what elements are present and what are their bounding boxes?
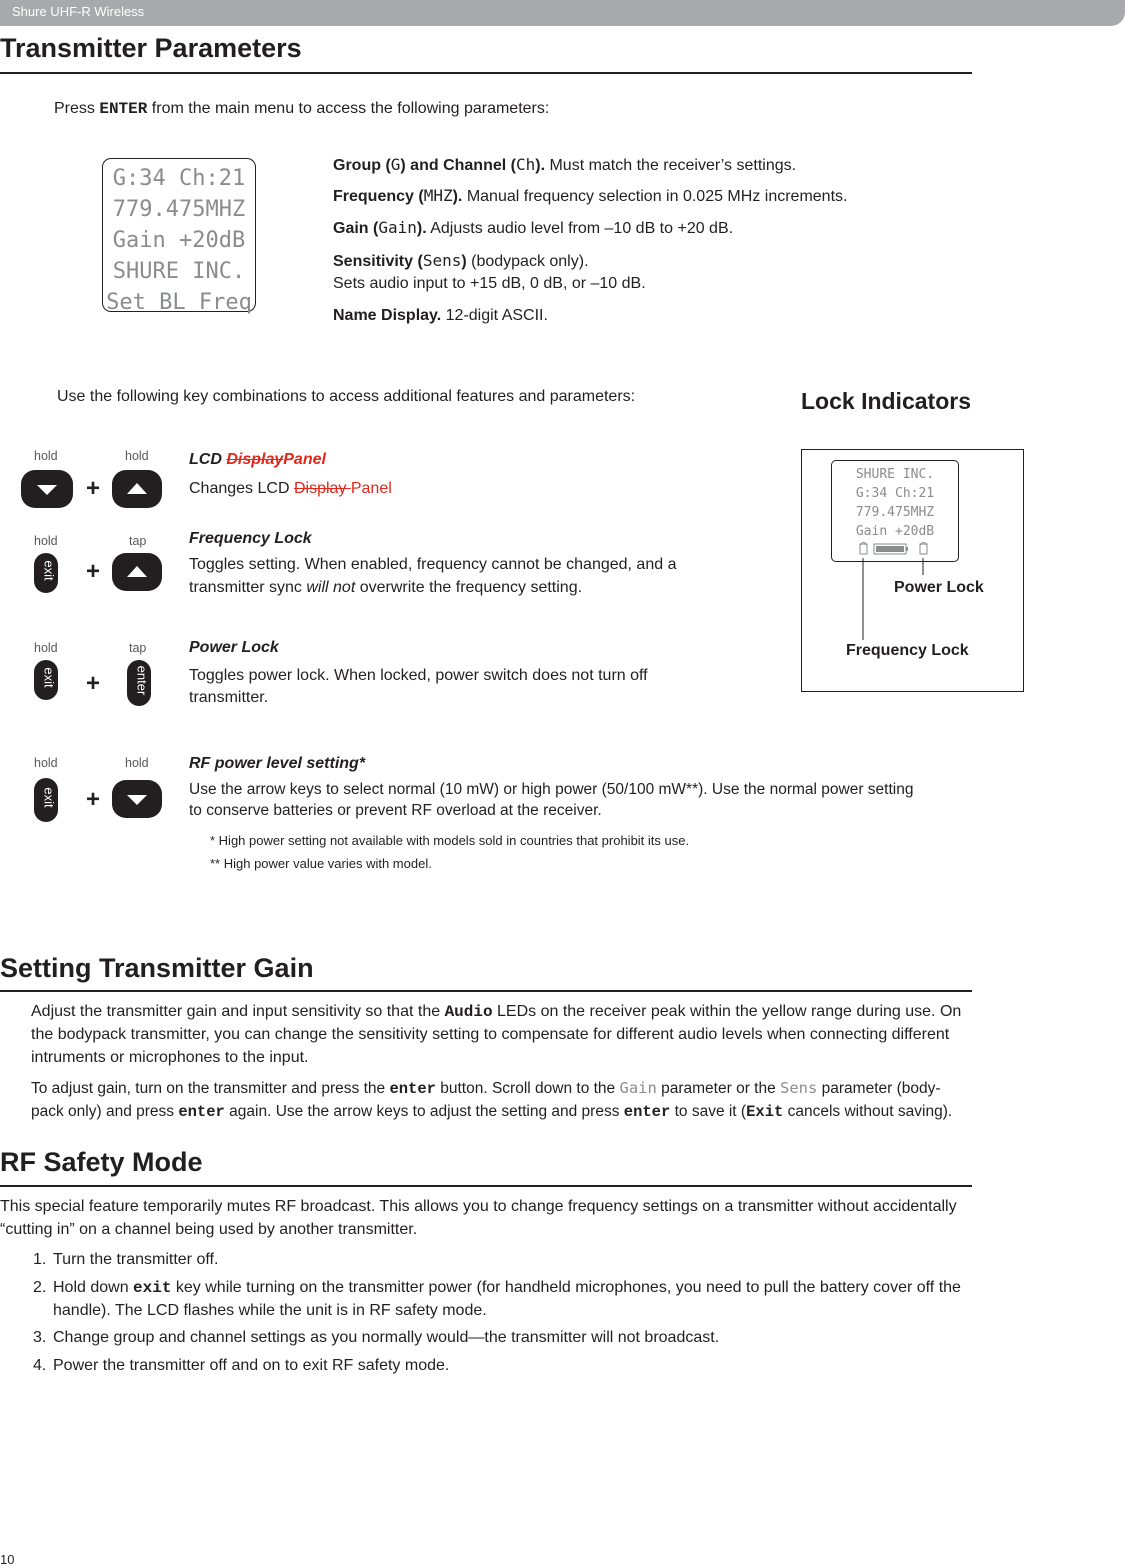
footnote: ** High power value varies with model. [210,856,432,871]
param-frequency: Frequency (MHZ). Manual frequency selection in 0.025 MHz increments. [333,186,848,205]
up-arrow-key [112,553,162,591]
combo-desc-lcd-panel: Changes LCD Display Panel [189,480,392,497]
lcd-line: G:34 Ch:21 [112,166,246,191]
transmitter-lcd [102,158,256,315]
lcd-line: Gain +20dB [855,524,935,539]
lock-battery-icons [832,541,960,559]
exit-key: exit [34,778,58,822]
action-label: hold [34,534,58,548]
plus-icon: + [86,786,101,813]
combos-intro: Use the following key combinations to access additional features and parameters: [57,388,636,405]
section-title-transmitter-parameters: Transmitter Parameters [0,33,302,63]
action-label: tap [129,641,147,655]
param-sensitivity: Sensitivity (Sens) (bodypack only). [333,251,589,270]
action-label: tap [129,534,147,548]
gain-paragraph-2-line2: pack only) and press enter again. Use the arrow keys to adjust the setting and press enter to save it (Exit cancels without saving). [31,1103,953,1121]
plus-icon: + [86,475,101,502]
plus-icon: + [86,558,101,585]
lock-lcd [831,460,959,562]
combo-desc-rf-power-2: to conserve batteries or prevent RF overload at the receiver. [189,802,602,819]
combo-title-frequency-lock: Frequency Lock [189,530,312,547]
divider [0,1185,972,1187]
gain-paragraph-1: Adjust the transmitter gain and input sensitivity so that the Audio LEDs on the receiver peak within the yellow range during use. On [31,1003,962,1021]
header-title: Shure UHF-R Wireless [12,4,145,19]
gain-paragraph-1-line3: intruments or microphones to the input. [31,1049,309,1066]
lcd-line: 779.475MHZ [112,197,246,222]
combo-desc-power-lock: Toggles power lock. When locked, power switch does not turn off [189,667,648,684]
action-label: hold [34,756,58,770]
action-label: hold [125,449,149,463]
exit-key: exit [34,660,58,700]
rf-safety-intro: This special feature temporarily mutes RF broadcast. This allows you to change frequency settings on a transmitter without accidentally [0,1198,957,1215]
divider [0,990,972,992]
rf-safety-intro-line2: “cutting in” on a channel being used by another transmitter. [0,1221,418,1238]
combo-title-power-lock: Power Lock [189,639,279,656]
param-gain: Gain (Gain). Adjusts audio level from –10 dB to +20 dB. [333,218,734,237]
combo-title-rf-power: RF power level setting* [189,755,366,772]
lcd-line: G:34 Ch:21 [855,486,935,501]
power-lock-label: Power Lock [894,579,984,596]
down-arrow-key [21,470,73,508]
up-arrow-icon [112,470,162,508]
lock-indicators-box [801,449,1024,692]
down-arrow-key [112,780,162,818]
action-label: hold [125,756,149,770]
plus-icon: + [86,670,101,697]
footnote: * High power setting not available with models sold in countries that prohibit its use. [210,833,690,848]
lock-indicators-title: Lock Indicators [801,388,971,414]
gain-paragraph-1-line2: the bodypack transmitter, you can change the sensitivity setting to compensate for different audio levels when connecting different [31,1026,950,1043]
enter-key: enter [127,660,151,706]
lcd-line: SHURE INC. [855,467,935,482]
up-arrow-key [112,470,162,508]
exit-key: exit [34,553,58,593]
lcd-line: Set BL Freq [106,290,252,315]
page-number: 10 [0,1552,15,1567]
param-group-channel: Group (G) and Channel (Ch). Must match the receiver’s settings. [333,155,797,174]
combo-desc-frequency-lock: Toggles setting. When enabled, frequency cannot be changed, and a [189,556,677,573]
section-title-rf-safety-mode: RF Safety Mode [0,1147,203,1177]
action-label: hold [34,641,58,655]
combo-desc-frequency-lock-2: transmitter sync will not overwrite the frequency setting. [189,579,583,596]
section-title-setting-gain: Setting Transmitter Gain [0,953,314,983]
combo-title-lcd-panel: LCD DisplayPanel [189,451,326,468]
combo-desc-rf-power: Use the arrow keys to select normal (10 mW) or high power (50/100 mW**). Use the normal power setting [189,781,914,798]
lcd-line: SHURE INC. [112,259,246,284]
divider [0,72,972,74]
down-arrow-icon [112,780,162,818]
intro-text: Press ENTER from the main menu to access the following parameters: [54,100,550,118]
lcd-line: Gain +20dB [112,228,246,253]
down-arrow-icon [21,470,73,508]
frequency-lock-label: Frequency Lock [846,642,969,659]
lcd-line: 779.475MHZ [855,505,935,520]
combo-desc-power-lock-2: transmitter. [189,689,269,706]
up-arrow-icon [112,553,162,591]
action-label: hold [34,449,58,463]
gain-paragraph-2: To adjust gain, turn on the transmitter and press the enter button. Scroll down to the Gain parameter or the Sens parameter (body- [31,1079,941,1098]
header-bar [0,0,1125,26]
param-sensitivity-desc: Sets audio input to +15 dB, 0 dB, or –10 dB. [333,275,646,292]
param-name-display: Name Display. 12-digit ASCII. [333,307,548,324]
